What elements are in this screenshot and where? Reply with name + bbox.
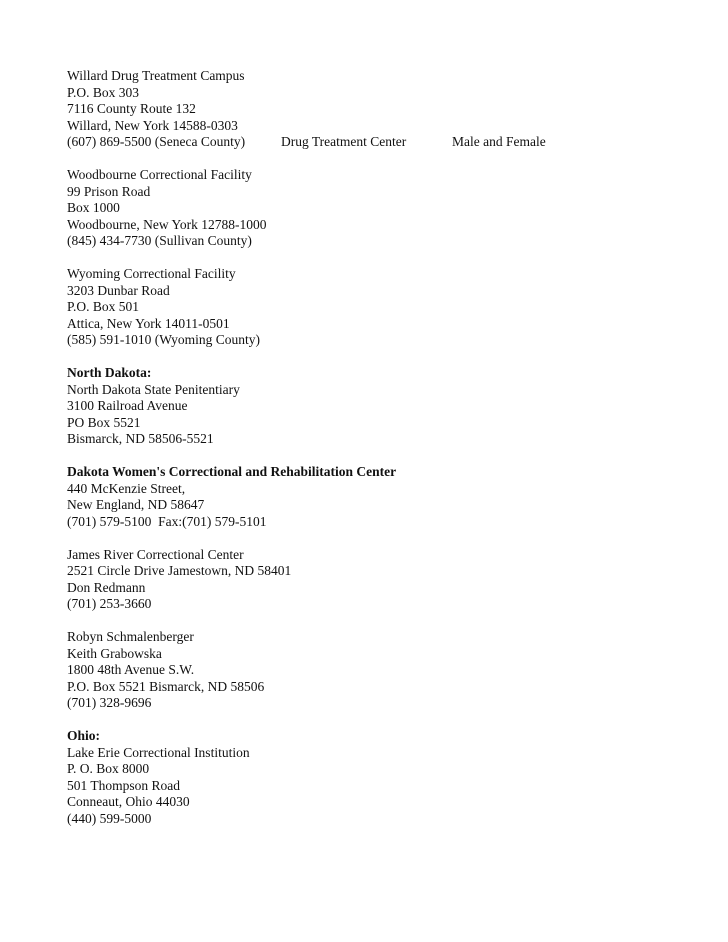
city-state-zip: Woodbourne, New York 12788-1000 <box>67 216 267 232</box>
state-heading: Ohio: <box>67 728 101 743</box>
facility-name: Wyoming Correctional Facility <box>67 266 236 281</box>
contact-name: Don Redmann <box>67 579 146 595</box>
po-box: P. O. Box 8000 <box>67 761 150 776</box>
facility-name: James River Correctional Center <box>67 546 244 562</box>
phone: (701) 253-3660 <box>67 596 152 611</box>
po-box: Box 1000 <box>67 200 120 215</box>
street-address: 7116 County Route 132 <box>67 101 196 116</box>
schmalenberger-entry <box>67 629 707 712</box>
facility-name: Woodbourne Correctional Facility <box>67 167 252 182</box>
document-page <box>67 68 707 844</box>
facility-name: Willard Drug Treatment Campus <box>67 68 245 83</box>
woodbourne-entry <box>67 167 707 250</box>
city-state-zip: New England, ND 58647 <box>67 497 205 512</box>
po-box: PO Box 5521 <box>67 414 141 430</box>
city-state-zip: Attica, New York 14011-0501 <box>67 315 230 331</box>
dakota-womens-entry <box>67 464 707 530</box>
po-box: P.O. Box 501 <box>67 299 140 314</box>
contact-name: Keith Grabowska <box>67 645 162 661</box>
phone: (585) 591-1010 (Wyoming County) <box>67 332 261 347</box>
facility-gender: Male and Female <box>452 134 546 149</box>
james-river-entry <box>67 547 707 613</box>
facility-name: Lake Erie Correctional Institution <box>67 744 250 760</box>
street-address: 99 Prison Road <box>67 183 151 199</box>
phone-row <box>67 134 707 151</box>
po-box-city: P.O. Box 5521 Bismarck, ND 58506 <box>67 678 265 694</box>
wyoming-entry <box>67 266 707 349</box>
phone: (440) 599-5000 <box>67 810 152 826</box>
phone: (701) 328-9696 <box>67 695 152 710</box>
street-address: 501 Thompson Road <box>67 777 181 793</box>
city-state-zip: Bismarck, ND 58506-5521 <box>67 431 214 446</box>
phone: (845) 434-7730 (Sullivan County) <box>67 233 252 248</box>
contact-name: Robyn Schmalenberger <box>67 629 194 644</box>
facility-name: Dakota Women's Correctional and Rehabilitation Center <box>67 464 397 479</box>
north-dakota-entry <box>67 365 707 448</box>
street-address: 1800 48th Avenue S.W. <box>67 662 195 677</box>
street-address: 3100 Railroad Avenue <box>67 398 188 413</box>
facility-type: Drug Treatment Center <box>281 134 407 149</box>
ohio-entry <box>67 728 707 827</box>
phone-fax: (701) 579-5100 Fax:(701) 579-5101 <box>67 513 267 529</box>
city-state-zip: Conneaut, Ohio 44030 <box>67 794 190 809</box>
facility-name: North Dakota State Penitentiary <box>67 381 240 397</box>
po-box: P.O. Box 303 <box>67 84 140 100</box>
street-address: 3203 Dunbar Road <box>67 282 170 298</box>
willard-entry <box>67 68 707 151</box>
city-state-zip: Willard, New York 14588-0303 <box>67 117 238 133</box>
phone: (607) 869-5500 (Seneca County) <box>67 134 246 149</box>
street-address: 2521 Circle Drive Jamestown, ND 58401 <box>67 563 292 578</box>
street-address: 440 McKenzie Street, <box>67 480 186 496</box>
state-heading: North Dakota: <box>67 365 152 380</box>
